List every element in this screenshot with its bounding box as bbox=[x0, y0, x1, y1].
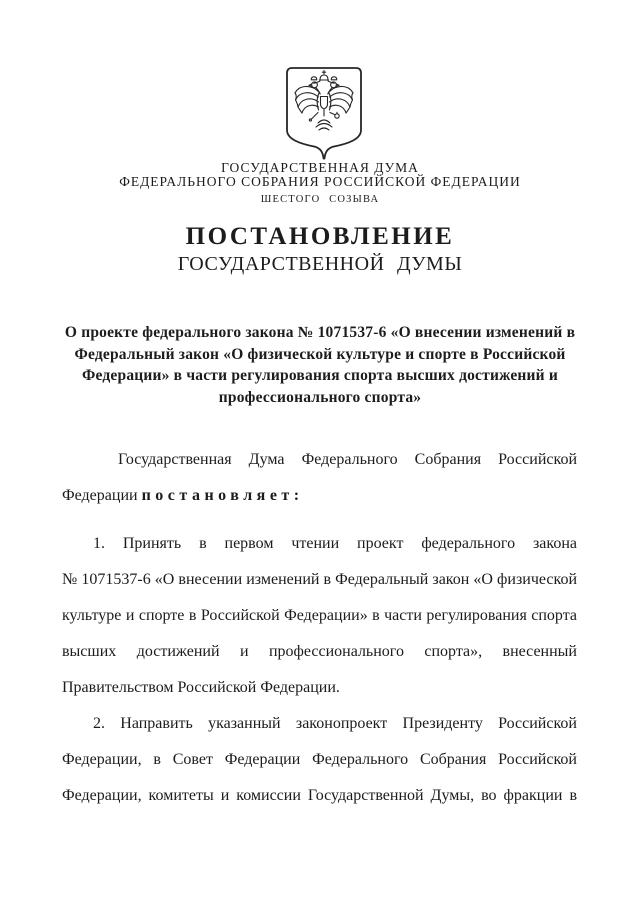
resolution-item-2 bbox=[62, 706, 577, 814]
text-line: культуре и спорте в Российской Федерации» в части регулирования спорта bbox=[62, 607, 577, 624]
text-line: 2. Направить указанный законопроект Президенту Российской bbox=[93, 715, 577, 732]
resolution-item-1 bbox=[62, 526, 577, 706]
text-line: высших достижений и профессионального спорта», внесенный bbox=[62, 643, 577, 660]
text-line: Федерации, комитеты и комиссии Государственной Думы, во фракции в bbox=[62, 787, 577, 804]
text-line bbox=[62, 478, 577, 514]
org-name-line-1: ГОСУДАРСТВЕННАЯ ДУМА bbox=[221, 160, 419, 175]
resolves-keyword: постановляет: bbox=[141, 487, 304, 504]
doc-issuer-title: ГОСУДАРСТВЕННОЙ ДУМЫ bbox=[177, 253, 463, 275]
doc-type-title: ПОСТАНОВЛЕНИЕ bbox=[185, 223, 455, 250]
subject-line: О проекте федерального закона № 1071537-6 «О внесении изменений в bbox=[64, 324, 576, 341]
text-line: Правительством Российской Федерации. bbox=[62, 679, 340, 696]
subject-line: Федеральный закон «О физической культуре и спорте в Российской bbox=[74, 345, 566, 363]
intro-normal-text: Федерации bbox=[62, 487, 142, 504]
subject-line: профессионального спорта» bbox=[218, 389, 422, 407]
doc-body bbox=[62, 442, 577, 814]
coat-of-arms-icon bbox=[285, 66, 363, 161]
text-line: № 1071537-6 «О внесении изменений в Федеральный закон «О физической bbox=[62, 571, 577, 588]
text-line: Государственная Дума Федерального Собрания Российской bbox=[118, 451, 577, 468]
subject-line: Федерации» в части регулирования спорта высших достижений и bbox=[81, 367, 558, 385]
org-name-line-2: ФЕДЕРАЛЬНОГО СОБРАНИЯ РОССИЙСКОЙ ФЕДЕРАЦИИ bbox=[119, 174, 521, 190]
intro-paragraph bbox=[62, 442, 577, 514]
text-line: 1. Принять в первом чтении проект федерального закона bbox=[93, 535, 577, 552]
org-convocation-line: ШЕСТОГО СОЗЫВА bbox=[260, 193, 380, 205]
text-line: Федерации, в Совет Федерации Федерального Собрания Российской bbox=[62, 751, 577, 768]
org-name-block bbox=[0, 161, 640, 207]
doc-subject bbox=[62, 322, 578, 409]
